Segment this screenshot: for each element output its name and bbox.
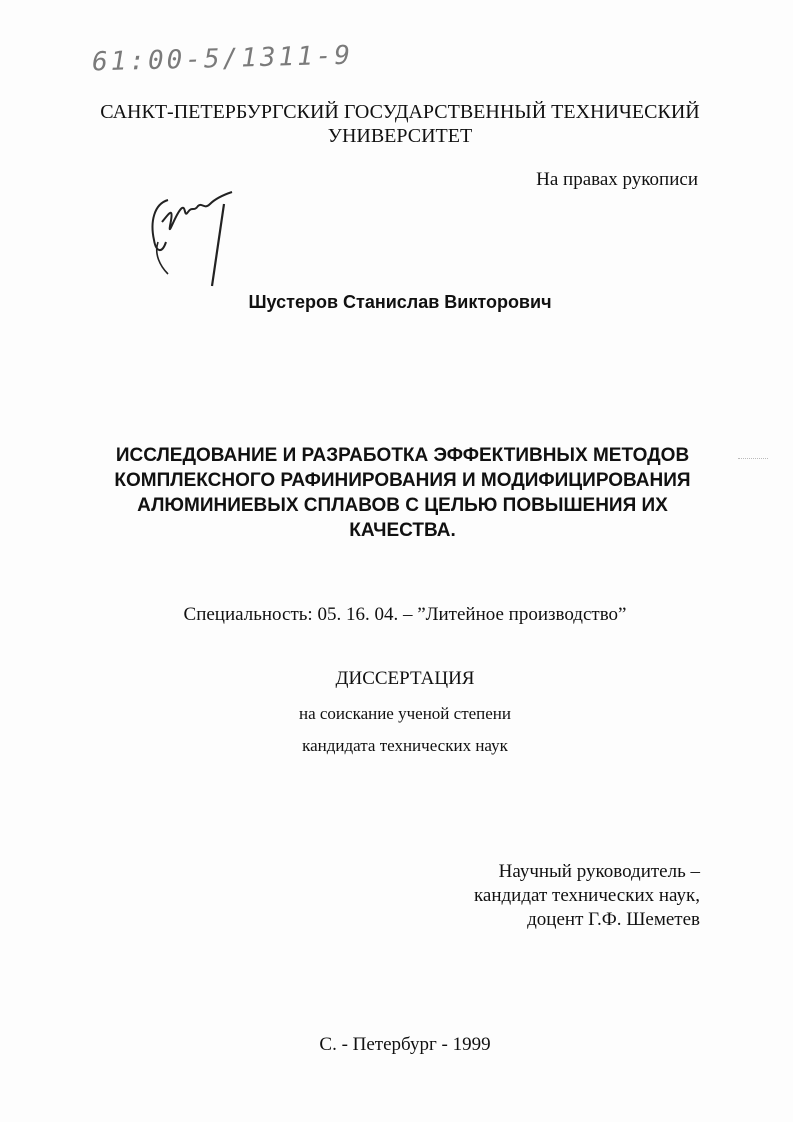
archive-mark: 61:00-5/1311-9 (91, 40, 354, 78)
supervisor-line: Научный руководитель – (498, 861, 700, 882)
supervisor-line: доцент Г.Ф. Шеметев (527, 909, 700, 930)
scan-speck (738, 458, 768, 461)
degree-line-2: кандидата технических наук (302, 736, 508, 755)
city-year: С. - Петербург - 1999 (319, 1034, 491, 1055)
author-name: Шустеров Станислав Викторович (248, 292, 552, 312)
document-type: ДИССЕРТАЦИЯ (335, 668, 475, 689)
title-line: АЛЮМИНИЕВЫХ СПЛАВОВ С ЦЕЛЬЮ ПОВЫШЕНИЯ ИХ (137, 495, 668, 516)
dissertation-title (70, 443, 735, 543)
title-line: КАЧЕСТВА. (349, 520, 456, 541)
institution-name (60, 100, 740, 148)
specialty: Специальность: 05. 16. 04. – ”Литейное производство” (183, 604, 627, 625)
title-line: ИССЛЕДОВАНИЕ И РАЗРАБОТКА ЭФФЕКТИВНЫХ МЕТОДОВ (115, 445, 690, 466)
supervisor-block (380, 860, 700, 932)
title-line: КОМПЛЕКСНОГО РАФИНИРОВАНИЯ И МОДИФИЦИРОВАНИЯ (114, 470, 691, 491)
supervisor-line: кандидат технических наук, (473, 885, 700, 906)
degree-line-1: на соискание ученой степени (298, 704, 512, 723)
manuscript-rights: На правах рукописи (536, 169, 698, 190)
institution-line-1: САНКТ-ПЕТЕРБУРГСКИЙ ГОСУДАРСТВЕННЫЙ ТЕХНИЧЕСКИЙ (100, 101, 700, 123)
institution-line-2: УНИВЕРСИТЕТ (327, 125, 473, 147)
signature-icon (140, 182, 260, 292)
